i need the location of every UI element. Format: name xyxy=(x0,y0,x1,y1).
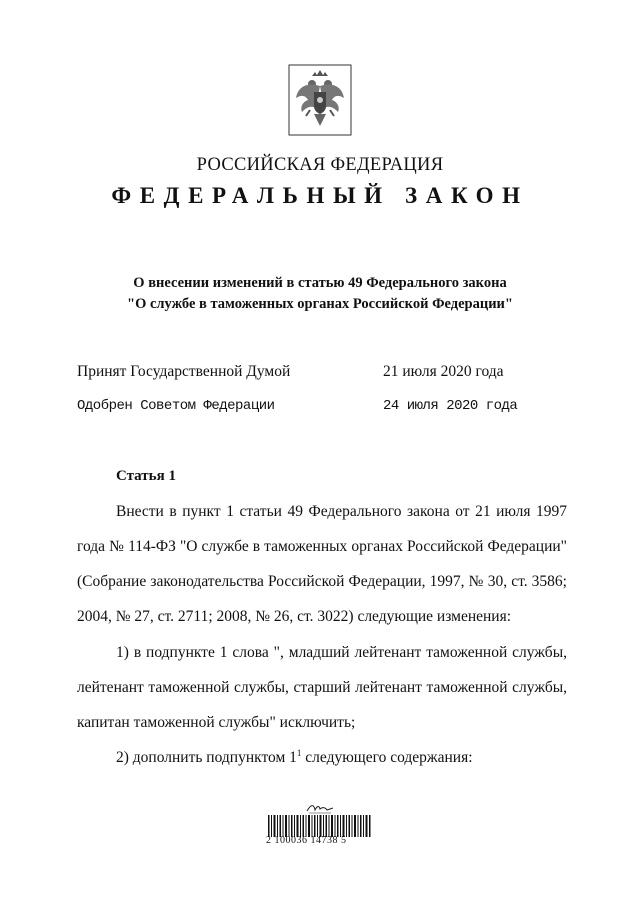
article-text-line: Внести в пункт 1 статьи 49 Федерального закона от 21 июля 1997 xyxy=(116,503,567,520)
country-heading: РОССИЙСКАЯ ФЕДЕРАЦИЯ xyxy=(196,155,444,175)
article-text-line-last xyxy=(116,749,567,767)
coat-of-arms-icon xyxy=(288,64,352,136)
council-approval-date: 24 июля 2020 года xyxy=(383,398,518,414)
law-title-line-1: О внесении изменений в статью 49 Федерального закона xyxy=(133,275,507,291)
duma-adoption-date: 21 июля 2020 года xyxy=(383,363,504,380)
article-text-line: (Собрание законодательства Российской Федерации, 1997, № 30, ст. 3586; xyxy=(77,573,567,590)
article-text-line: года № 114-ФЗ "О службе в таможенных органах Российской Федерации" xyxy=(77,538,567,555)
law-title-line-2: "О службе в таможенных органах Российской Федерации" xyxy=(127,296,513,312)
superscript: 1 xyxy=(296,747,302,758)
article-heading: Статья 1 xyxy=(116,468,176,484)
article-text-line: лейтенант таможенной службы, старший лейтенант таможенной службы, xyxy=(77,679,567,696)
law-type-heading: ФЕДЕРАЛЬНЫЙ ЗАКОН xyxy=(111,183,529,208)
duma-adoption-label: Принят Государственной Думой xyxy=(77,363,291,380)
last-line-prefix: 2) дополнить подпунктом 1 xyxy=(116,749,297,766)
signature-mark-icon xyxy=(305,802,335,814)
article-text-line: 1) в подпункте 1 слова ", младший лейтенант таможенной службы, xyxy=(116,644,567,661)
barcode-number: 2 100036 14738 5 xyxy=(266,835,347,846)
article-text-line: 2004, № 27, ст. 2711; 2008, № 26, ст. 3022) следующие изменения: xyxy=(77,608,512,625)
article-text-line: капитан таможенной службы" исключить; xyxy=(77,714,356,731)
council-approval-label: Одобрен Советом Федерации xyxy=(77,398,275,414)
last-line-suffix: следующего содержания: xyxy=(301,749,473,766)
